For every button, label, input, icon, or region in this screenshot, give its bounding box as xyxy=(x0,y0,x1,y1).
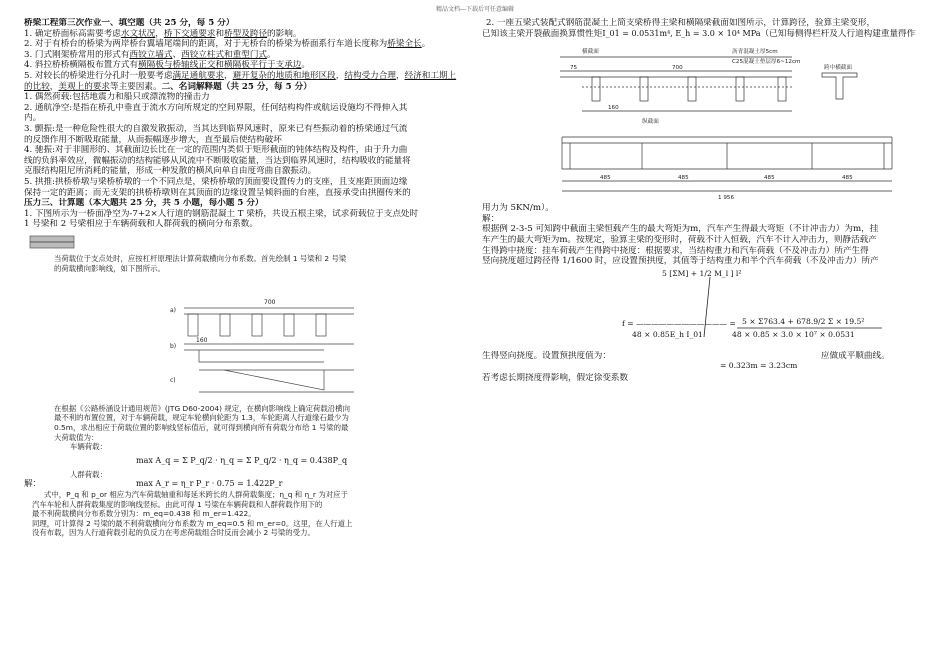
sol-line-2: 车产生的最大弯矩为m。按规定，验算主梁的变形时，荷载不计入恒载，汽车不计入冲击力，则静活载产 xyxy=(482,234,877,245)
def-3b: 的反馈作用不断吸取能量，从而振幅逐步增大，直至最后使结构破坏 xyxy=(24,134,282,145)
def-3a: 3. 颤振:是一种危险性很大的自激发散振动，当其达到临界风速时，原来已有些振动着的桥梁通过气流 xyxy=(24,123,408,134)
explain-3: 最不利荷载横向分布系数分别为：m_eq=0.438 和 m_er=1.422。 xyxy=(32,509,256,519)
solution-label: 解： xyxy=(24,479,42,490)
fig2-dim-160: 160 xyxy=(608,105,619,112)
calc-1a: 1. 下图所示为一桥面净空为-7+2×人行道的钢筋混凝土 T 梁桥，共设五根主梁，试求荷载位于支点处时 xyxy=(24,208,419,219)
car-load-label: 车辆荷载： xyxy=(70,442,107,452)
crowd-load-formula: max A_r = η_r P_r · 0.75 = 1.422P_r xyxy=(136,479,283,489)
fig2-dim-75: 75 xyxy=(570,65,578,72)
p1-text-4: 大荷载值为： xyxy=(54,432,99,442)
fill-q4: 4. 斜拉桥桥横隔板布置方式有横隔板与桥轴线正交和横隔板平行于支承边。 xyxy=(24,60,310,71)
explain-5: 没有布载，因为人行道荷载引起的负反力在考虑荷载组合时反而会减小 2 号梁的受力。 xyxy=(32,528,315,538)
def-1: 1. 偶然荷载:包括地震力和船只或漂流物的撞击力 xyxy=(24,92,210,103)
formula-lhs: f = ———————————— = xyxy=(622,318,736,328)
fig2-label-longitudinal: 纵截面 xyxy=(642,119,659,126)
formula-top: 5 [ΣM] + 1/2 M_l ] l² xyxy=(662,268,742,278)
def-5b: 保持一定的距离；而无支架的拱桥桥墩则在其顶面的边缘设置呈倾斜面的台座，直接承受由拱圈传来的 xyxy=(24,187,411,198)
p1-text-2: 最不利的布置位置，对于车辆荷载，规定车轮横向轮距为 1.3，车轮距离人行道缘石最少为 xyxy=(54,413,349,423)
fig2-label-cross: 横截面 xyxy=(582,49,599,56)
explain-4: 同理，可计算得 2 号梁的最不利荷载横向分布系数为 m_eq=0.5 和 m_er=0。这里，在人行道上 xyxy=(32,518,353,528)
figure-1 xyxy=(24,232,460,402)
car-load-formula: max A_q = Σ P_q/2 · η_q = Σ P_q/2 · η_q = 0.438P_q xyxy=(136,455,348,465)
section-1-title: 桥梁工程第三次作业一、填空题（共 25 分，每 5 分） xyxy=(24,18,235,28)
fig2-dim-700: 700 xyxy=(672,65,683,72)
fig2-label-midspan: 跨中横截面 xyxy=(824,65,852,72)
p1-text-1: 在根据《公路桥涵设计通用规范》(JTG D60-2004) 规定，在横向影响线上确定荷载沿横向 xyxy=(54,403,350,413)
formula-denominator: 48 × 0.85E_h I_01 xyxy=(632,329,703,339)
left-column xyxy=(24,18,460,538)
load-text: 用力为 5KN/m）。 xyxy=(482,203,554,214)
def-2a: 2. 通航净空:是指在桥孔中垂直于流水方向所规定的空间界限，任何结构构件或航运设施均不得伸入其 xyxy=(24,102,408,113)
def-4a: 4. 驰振:对于非圆形的、其截面边长比在一定的范围内类似于矩形截面的钝体结构及构件，由于升力曲 xyxy=(24,145,408,156)
sol-line-1: 根据例 2-3-5 可知跨中截面主梁恒载产生的最大弯矩为m，汽车产生得最大弯矩（不计冲击力）为m，挂 xyxy=(482,224,879,235)
fig-label-b: b) xyxy=(170,342,177,350)
page-header: 精品文档---下载后可任意编辑 xyxy=(435,6,515,13)
fig2-dim-1956: 1 956 xyxy=(718,195,735,202)
sol-line-3: 生得跨中挠度：挂车荷载产生得跨中挠度：根据要求，当结构重力和汽车荷载（不及冲击力）所产生得 xyxy=(482,245,869,256)
crowd-load-label: 人群荷载： xyxy=(70,469,107,479)
fig-label-a: a) xyxy=(170,306,177,314)
deflection-formula-block xyxy=(482,267,930,351)
def-2b: 内。 xyxy=(24,113,42,124)
formula-denominator-2: 48 × 0.85 × 3.0 × 10⁷ × 0.0531 xyxy=(732,329,855,339)
fill-q3: 3. 门式刚架桥常用的形式有西铰立墙式、西铰立柱式和重型门式。 xyxy=(24,49,276,60)
def-4b: 线的负斜率效应，微幅振动的结构能够从风流中不断吸收能量，当达到临界风速时，结构吸收的能量将 xyxy=(24,155,411,166)
p1-text-3: 0.5m，求出相应于荷载位置的影响线竖标值后，就可得到横向所有荷载分布给 1 号梁的最 xyxy=(54,423,349,433)
calc-2b: 已知该主梁开裂截面换算惯性矩I_01 = 0.0531m⁴, E_h = 3.0 × 10⁴ MPa（已知每侧得栏杆及人行道构建重量得作 xyxy=(482,28,916,39)
fill-q2: 2. 对于有桥台的桥梁为两岸桥台翼墙尾端间的距离，对于无桥台的桥梁为桥面系行车道长度称为桥梁全长。 xyxy=(24,39,431,50)
sol-line-4: 竖向挠度超过跨径得 1/1600 时，应设置预拱度，其值等于结构重力和半个汽车荷载（不及冲击力）所产 xyxy=(482,256,879,267)
def-5a: 5. 拱推:拱桥桥墩与梁桥桥墩的一个不同点是，梁桥桥墩的顶面要设置传力的支座，且支座距顶面边缘 xyxy=(24,176,408,187)
fig2-dim-485-b: 485 xyxy=(678,175,689,182)
fig2-dim-485-a: 485 xyxy=(600,175,611,182)
figure-2 xyxy=(482,41,930,201)
calc-1b: 1 号梁和 2 号梁相应于车辆荷载和人群荷载的横向分布系数。 xyxy=(24,219,258,230)
explain-1: 式中，P_q 和 p_or 相应为汽车荷载轴重和每延米跨长的人群荷载集度；η_q 和 η_r 为对应于 xyxy=(44,490,348,500)
formula-fraction-line xyxy=(482,267,930,351)
def-5c: 压力三、计算题（本大题共 25 分，共 5 小题，每小题 5 分） xyxy=(24,198,264,209)
def-4c: 克服结构阻尼所消耗的能量，形成一种发散的横风向单自由度弯曲自激振动。 xyxy=(24,166,317,177)
right-column xyxy=(482,18,930,383)
formula-result: = 0.323m = 3.23cm xyxy=(720,360,798,370)
solution-label-2: 解： xyxy=(482,213,500,224)
fig-dim-160: 160 xyxy=(196,336,208,344)
sol-line-5: 生得竖向挠度。设置预拱度值为： 应做成平顺曲线。 xyxy=(482,350,890,361)
explain-2: 汽车车轮和人群荷载集度的影响线竖标。由此可得 1 号梁在车辆荷载和人群荷载作用下的 xyxy=(32,499,323,509)
fig-label-c: c) xyxy=(170,376,176,384)
fig2-dim-485-d: 485 xyxy=(842,175,853,182)
sol-line-6: 若考虑长期挠度得影响，假定徐变系数 xyxy=(482,372,629,383)
fig2-label-concrete: C25混凝土垫层厚6~12cm xyxy=(732,59,801,66)
calc-2a: 2. 一座五梁式装配式钢筋混凝土上简支梁桥得主梁和横隔梁截面如图所示，计算跨径，验算主梁变形， xyxy=(486,18,876,28)
fig2-label-asphalt: 沥青混凝土厚5cm xyxy=(732,49,778,56)
fill-q5: 5. 对较长的桥梁进行分孔时一般要考虑满足通航要求，避开复杂的地质和地形区段，结构受力合理，经济和工期上的比较，美观上的要求等主要因素。二、名词解释题（共 25 分，每 5 分） xyxy=(24,70,457,92)
girder-cross-section-drawing xyxy=(482,41,930,201)
fig1-caption-1: 当荷载位于支点处时，应按杠杆原理法计算荷载横向分布系数。首先绘制 1 号梁和 2 号梁 xyxy=(54,253,347,263)
fig-dim-700: 700 xyxy=(264,298,276,306)
fig1-caption-2: 的荷载横向影响线，如下图所示。 xyxy=(54,263,165,273)
fill-q1: 1. 确定桥面标高需要考虑水文状况，桥下交通要求和桥型及跨径的影响。 xyxy=(24,28,302,39)
formula-numerator-2: 5 × Σ763.4 + 678.9/2 Σ × 19.5² xyxy=(742,316,865,326)
fig2-dim-485-c: 485 xyxy=(764,175,775,182)
